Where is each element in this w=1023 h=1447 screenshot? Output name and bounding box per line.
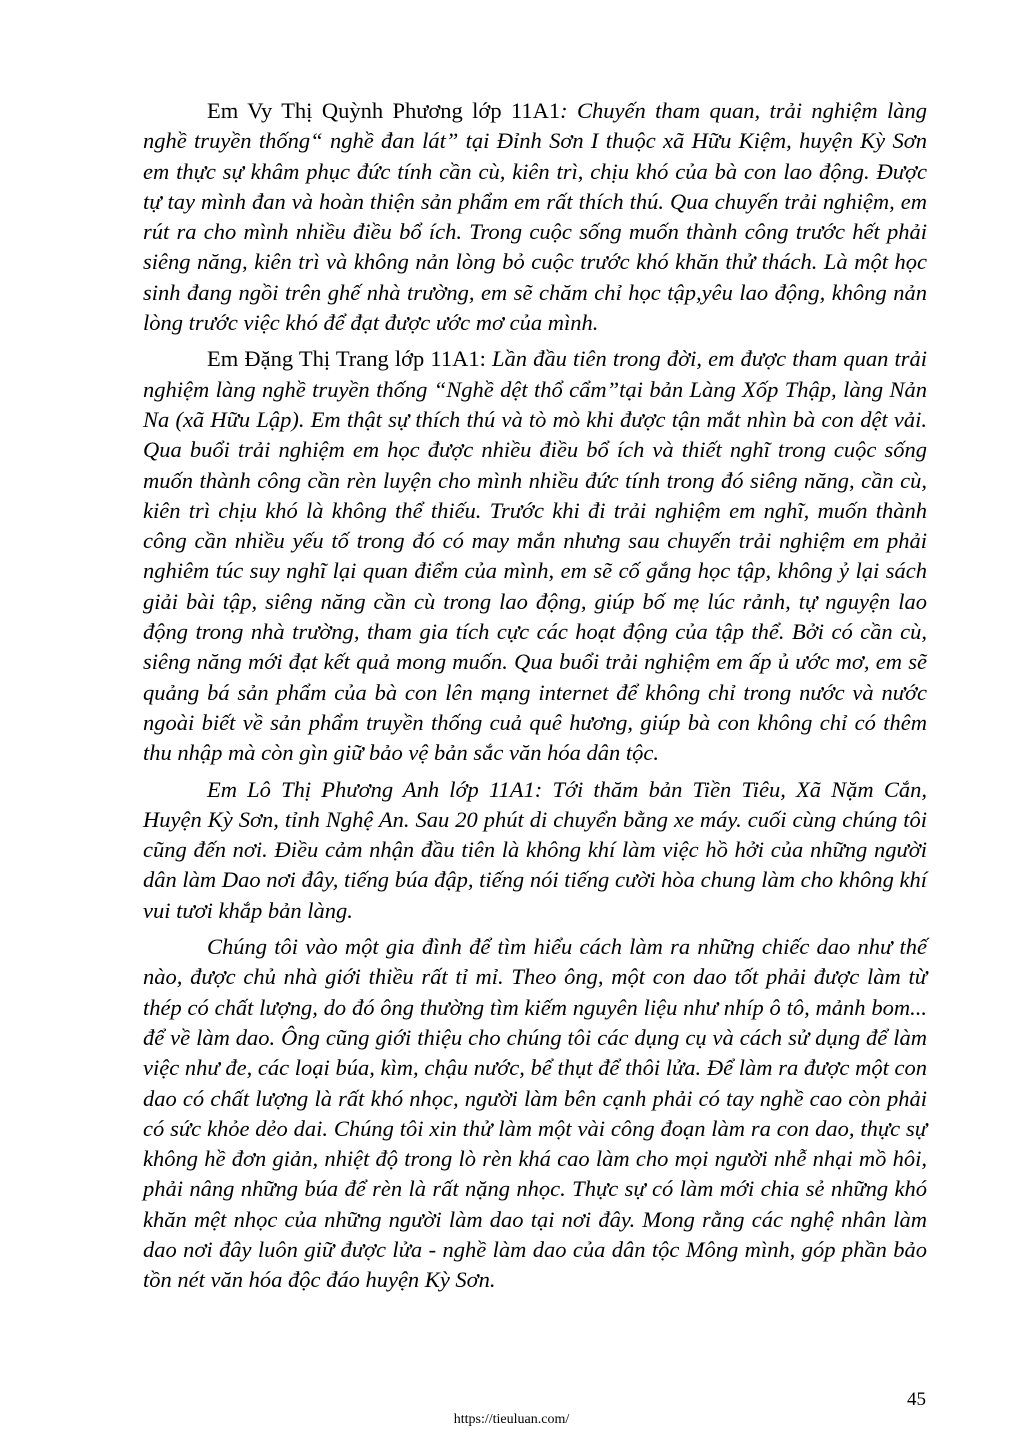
student-quote: : Chuyến tham quan, trải nghiệm làng nghề truyền thống“ nghề đan lát” tại Đỉnh Sơn I thuộc xã Hữu Kiệm, huyện Kỳ Sơn em thực sự khâm phục đức tính cần cù, kiên trì, chịu khó của bà con lao động. Được tự tay mình đan và hoàn thiện sản phẩm em rất thích thú. Qua chuyến trải nghiệm, em rút ra cho mình nhiều điều bổ ích. Trong cuộc sống muốn thành công trước hết phải siêng năng, kiên trì và không nản lòng bỏ cuộc trước khó khăn thử thách. Là một học sinh đang ngồi trên ghế nhà trường, em sẽ chăm chỉ học tập,yêu lao động, không nản lòng trước việc khó để đạt được ước mơ của mình.	[143, 98, 927, 336]
student-quote: Tới thăm bản Tiền Tiêu, Xã Nặm Cắn, Huyện Kỳ Sơn, tỉnh Nghệ An. Sau 20 phút di chuyển bằng xe máy. cuối cùng chúng tôi cũng đến nơi. Điều cảm nhận đầu tiên là không khí làm việc hồ hởi của những người dân làm Dao nơi đây, tiếng búa đập, tiếng nói tiếng cười hòa chung làm cho không khí vui tươi khắp bản làng.	[143, 776, 927, 923]
student-label: Em Đặng Thị Trang lớp 11A1:	[207, 346, 486, 372]
document-body	[143, 96, 927, 1302]
paragraph-dang-thi-trang	[143, 344, 927, 768]
paragraph-vy-thi-quynh-phuong	[143, 96, 927, 338]
student-label: Em Vy Thị Quỳnh Phương lớp 11A1	[207, 98, 561, 123]
student-label: Em Lô Thị Phương Anh lớp 11A1:	[207, 776, 543, 802]
paragraph-dao-making-visit	[143, 932, 927, 1296]
student-quote: Lần đầu tiên trong đời, em được tham quan trải nghiệm làng nghề truyền thống “Nghề dệt thổ cẩm”tại bản Làng Xốp Thập, làng Nản Na (xã Hữu Lập). Em thật sự thích thú và tò mò khi được tận mắt nhìn bà con dệt vải. Qua buổi trải nghiệm em học được nhiều điều bổ ích và thiết nghĩ trong cuộc sống muốn thành công cần rèn luyện cho mình nhiều đức tính trong đó siêng năng, cần cù, kiên trì chịu khó là không thể thiếu. Trước khi đi trải nghiệm em nghĩ, muốn thành công cần nhiều yếu tố trong đó có may mắn nhưng sau chuyến trải nghiệm em phải nghiêm túc suy nghĩ lại quan điểm của mình, em sẽ cố gắng học tập, không ỷ lại sách giải bài tập, siêng năng cần cù trong lao động, giúp bố mẹ lúc rảnh, tự nguyện lao động trong nhà trường, tham gia tích cực các hoạt động của tập thể. Bởi có cần cù, siêng năng mới đạt kết quả mong muốn. Qua buổi trải nghiệm em ấp ủ ước mơ, em sẽ quảng bá sản phẩm của bà con lên mạng internet để không chỉ trong nước và nước ngoài biết về sản phẩm truyền thống cuả quê hương, giúp bà con không chỉ có thêm thu nhập mà còn gìn giữ bảo vệ bản sắc văn hóa dân tộc.	[143, 346, 927, 766]
footer-url[interactable]: https://tieuluan.com/	[453, 1412, 570, 1427]
paragraph-text: Chúng tôi vào một gia đình để tìm hiểu cách làm ra những chiếc dao như thế nào, được chủ nhà giới thiều rất tỉ mỉ. Theo ông, một con dao tốt phải được làm từ thép có chất lượng, do đó ông thường tìm kiếm nguyên liệu như nhíp ô tô, mảnh bom... để về làm dao. Ông cũng giới thiệu cho chúng tôi các dụng cụ và cách sử dụng để làm việc như đe, các loại búa, kìm, chậu nước, bể thụt để thôi lửa. Để làm ra được một con dao có chất lượng là rất khó nhọc, người làm bên cạnh phải có tay nghề cao còn phải có sức khỏe dẻo dai. Chúng tôi xin thử làm một vài công đoạn làm ra con dao, thực sự không hề đơn giản, nhiệt độ trong lò rèn khá cao làm cho mọi người nhễ nhại mồ hôi, phải nâng những búa để rèn là rất nặng nhọc. Thực sự có làm mới chia sẻ những khó khăn mệt nhọc của những người làm dao tại nơi đây. Mong rằng các nghệ nhân làm dao nơi đây luôn giữ được lửa - nghề làm dao của dân tộc Mông mình, góp phần bảo tồn nét văn hóa độc đáo huyện Kỳ Sơn.	[143, 934, 927, 1293]
paragraph-lo-thi-phuong-anh	[143, 775, 927, 926]
page-number: 45	[907, 1389, 926, 1410]
